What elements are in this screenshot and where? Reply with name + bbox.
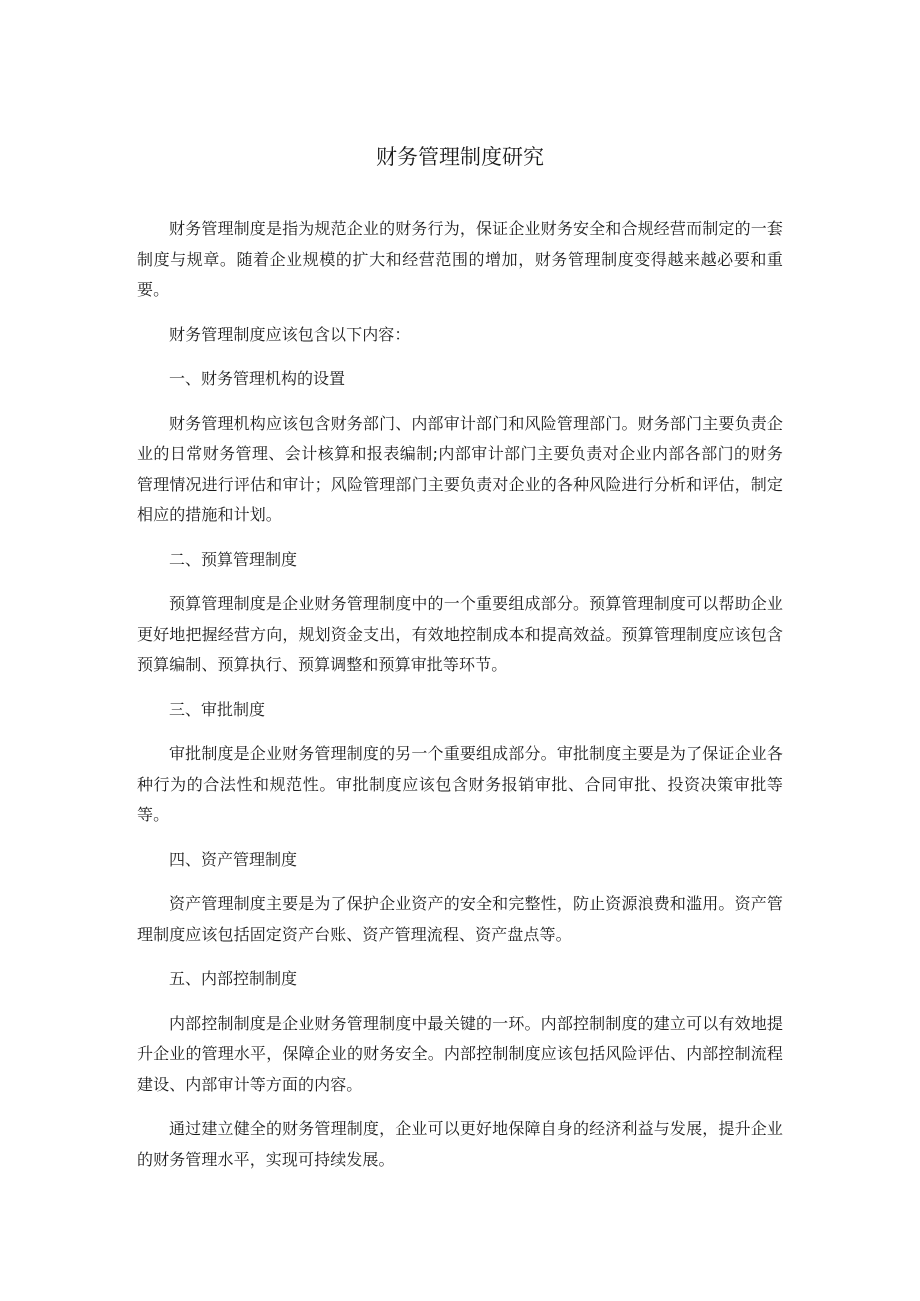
section-heading-3: 三、审批制度 [169, 699, 266, 719]
paragraph-contents-lead: 财务管理制度应该包含以下内容： [169, 324, 411, 344]
paragraph-section-2: 预算管理制度是企业财务管理制度中的一个重要组成部分。预算管理制度可以帮助企业更好地把握经营方向，规划资金支出，有效地控制成本和提高效益。预算管理制度应该包含预算编制、预算执行、预算调整和预算审批等环节。 [137, 594, 783, 674]
section-heading-4: 四、资产管理制度 [169, 849, 298, 869]
section-heading-5: 五、内部控制制度 [169, 969, 298, 988]
document-body [137, 214, 783, 1189]
section-heading-2: 二、预算管理制度 [169, 549, 298, 569]
paragraph-section-4: 资产管理制度主要是为了保护企业资产的安全和完整性，防止资源浪费和滥用。资产管理制度应该包括固定资产台账、资产管理流程、资产盘点等。 [137, 894, 783, 944]
paragraph-section-1: 财务管理机构应该包含财务部门、内部审计部门和风险管理部门。财务部门主要负责企业的日常财务管理、会计核算和报表编制;内部审计部门主要负责对企业内部各部门的财务管理情况进行评估和审计；风险管理部门主要负责对企业的各种风险进行分析和评估，制定相应的措施和计划。 [137, 413, 783, 524]
paragraph-conclusion: 通过建立健全的财务管理制度，企业可以更好地保障自身的经济利益与发展，提升企业的财务管理水平，实现可持续发展。 [137, 1119, 783, 1169]
paragraph-section-3: 审批制度是企业财务管理制度的另一个重要组成部分。审批制度主要是为了保证企业各种行为的合法性和规范性。审批制度应该包含财务报销审批、合同审批、投资决策审批等等。 [137, 744, 783, 824]
paragraph-section-5: 内部控制制度是企业财务管理制度中最关键的一环。内部控制制度的建立可以有效地提升企业的管理水平，保障企业的财务安全。内部控制制度应该包括风险评估、内部控制流程建设、内部审计等方面的内容。 [137, 1013, 783, 1094]
document-title: 财务管理制度研究 [376, 145, 544, 169]
section-heading-1: 一、财务管理机构的设置 [169, 369, 346, 388]
paragraph-intro: 财务管理制度是指为规范企业的财务行为，保证企业财务安全和合规经营而制定的一套制度与规章。随着企业规模的扩大和经营范围的增加，财务管理制度变得越来越必要和重要。 [137, 219, 783, 299]
